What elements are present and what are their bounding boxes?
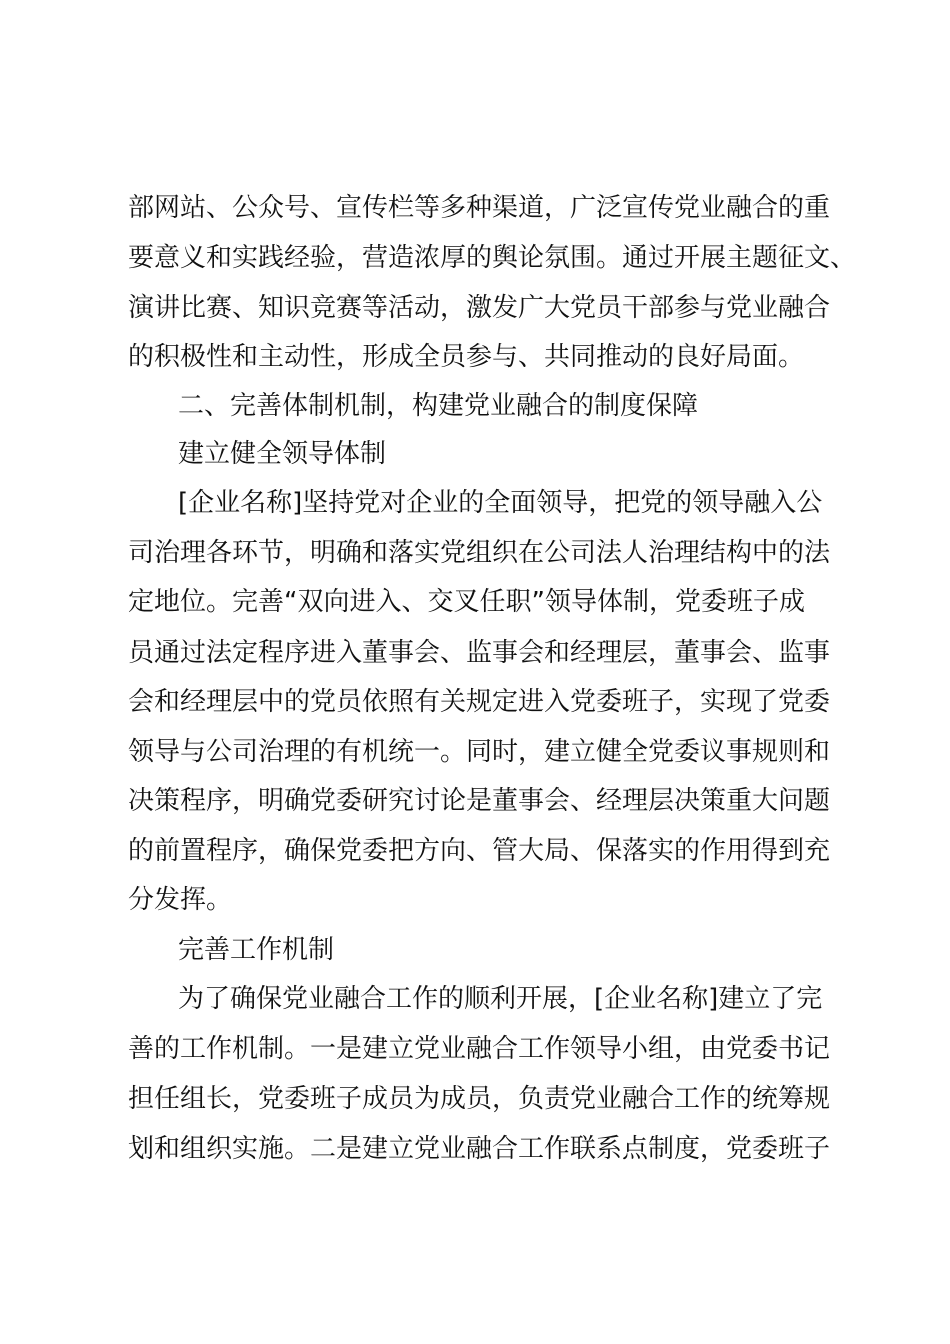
- paragraph-line: 分发挥。: [128, 885, 233, 915]
- section-heading: 二、完善体制机制，构建党业融合的制度保障: [178, 391, 699, 421]
- paragraph-line: 领导与公司治理的有机统一。同时，建立健全党委议事规则和: [128, 737, 831, 767]
- paragraph-line: 员通过法定程序进入董事会、监事会和经理层，董事会、监事: [128, 638, 831, 668]
- paragraph-line: 担任组长，党委班子成员为成员，负责党业融合工作的统筹规: [128, 1084, 831, 1114]
- paragraph-line: 要意义和实践经验，营造浓厚的舆论氛围。通过开展主题征文、: [128, 243, 857, 273]
- paragraph-line: 会和经理层中的党员依照有关规定进入党委班子，实现了党委: [128, 687, 831, 717]
- paragraph-line: [企业名称]坚持党对企业的全面领导，把党的领导融入公: [178, 488, 823, 518]
- paragraph-line: 部网站、公众号、宣传栏等多种渠道，广泛宣传党业融合的重: [128, 193, 831, 223]
- paragraph-line: 演讲比赛、知识竞赛等活动，激发广大党员干部参与党业融合: [128, 293, 831, 323]
- subheading-leadership-system: 建立健全领导体制: [178, 439, 387, 469]
- paragraph-line: 善的工作机制。一是建立党业融合工作领导小组，由党委书记: [128, 1034, 831, 1064]
- paragraph-line: 的积极性和主动性，形成全员参与、共同推动的良好局面。: [128, 342, 805, 372]
- paragraph-line: 划和组织实施。二是建立党业融合工作联系点制度，党委班子: [128, 1134, 831, 1164]
- paragraph-line: 定地位。完善“双向进入、交叉任职”领导体制，党委班子成: [128, 587, 805, 617]
- paragraph-line: 司治理各环节，明确和落实党组织在公司法人治理结构中的法: [128, 538, 831, 568]
- subheading-work-mechanism: 完善工作机制: [178, 935, 335, 965]
- paragraph-line: 为了确保党业融合工作的顺利开展，[企业名称]建立了完: [178, 984, 823, 1014]
- paragraph-line: 决策程序，明确党委研究讨论是董事会、经理层决策重大问题: [128, 786, 831, 816]
- paragraph-line: 的前置程序，确保党委把方向、管大局、保落实的作用得到充: [128, 836, 831, 866]
